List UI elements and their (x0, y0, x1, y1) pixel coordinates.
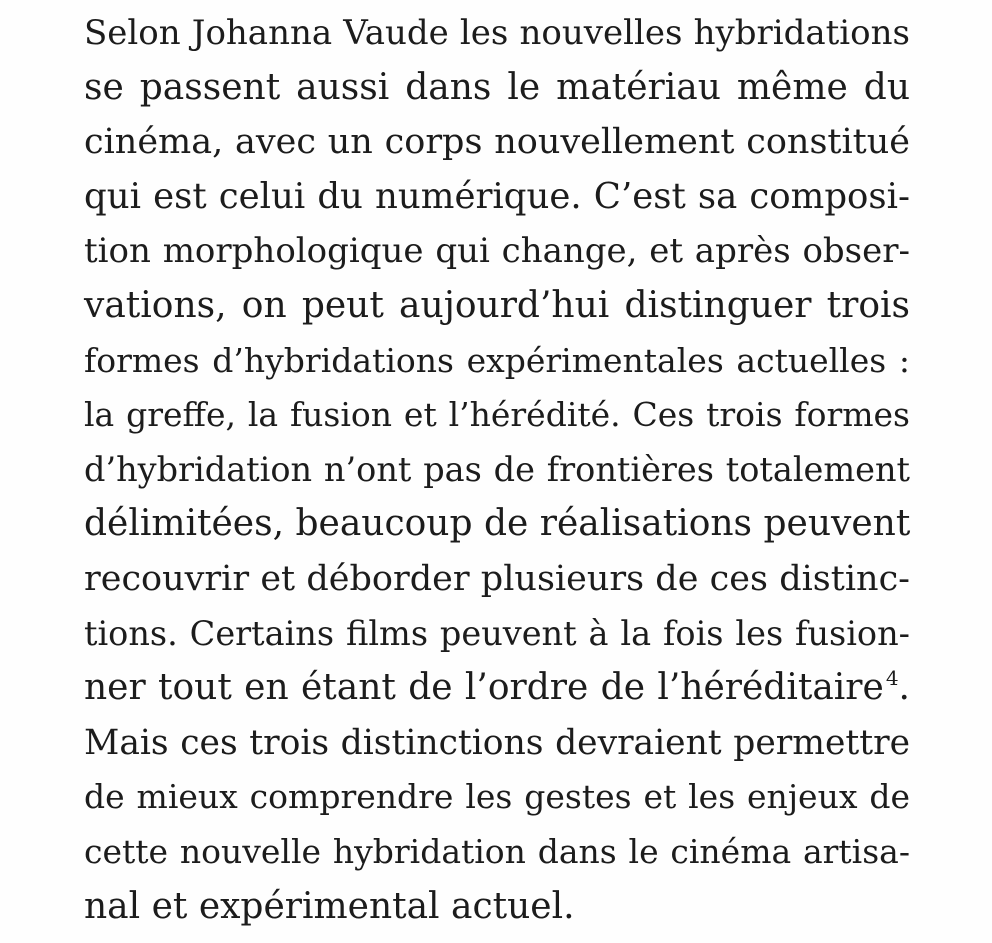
text-line-9: d’hybridation n’ont pas de frontières totalement (84, 449, 910, 489)
text-line-16: cette nouvelle hybridation dans le cinéma artisa- (84, 831, 910, 871)
text-line-6: vations, on peut aujourd’hui distinguer trois (84, 284, 910, 326)
text-line-14: Mais ces trois distinctions devraient permettre (84, 722, 910, 763)
text-line-11: recouvrir et déborder plusieurs de ces distinc- (84, 558, 910, 599)
text-line-13 (84, 661, 910, 716)
text-line-2: se passent aussi dans le matériau même du (84, 66, 910, 108)
body-paragraph (84, 6, 910, 934)
text-line-1: Selon Johanna Vaude les nouvelles hybridations (84, 13, 910, 53)
text-line-10: délimitées, beaucoup de réalisations peuvent (84, 503, 911, 545)
footnote-trailing-period: . (898, 667, 910, 709)
text-line-7: formes d’hybridations expérimentales actuelles : (84, 340, 910, 380)
text-line-17: nal et expérimental actuel. (84, 885, 575, 927)
text-line-4: qui est celui du numérique. C’est sa composi- (84, 175, 910, 217)
text-line-15: de mieux comprendre les gestes et les enjeux de (84, 777, 910, 817)
footnote-reference[interactable]: 4 (885, 666, 899, 691)
text-line-5: tion morphologique qui change, et après obser- (84, 231, 910, 272)
text-line-8: la greffe, la fusion et l’hérédité. Ces trois formes (84, 395, 910, 435)
text-line-12: tions. Certains films peuvent à la fois les fusion- (84, 613, 910, 653)
text-line-3: cinéma, avec un corps nouvellement constitué (84, 122, 910, 163)
text-line-13-content: ner tout en étant de l’ordre de l’héréditaire (84, 667, 884, 709)
